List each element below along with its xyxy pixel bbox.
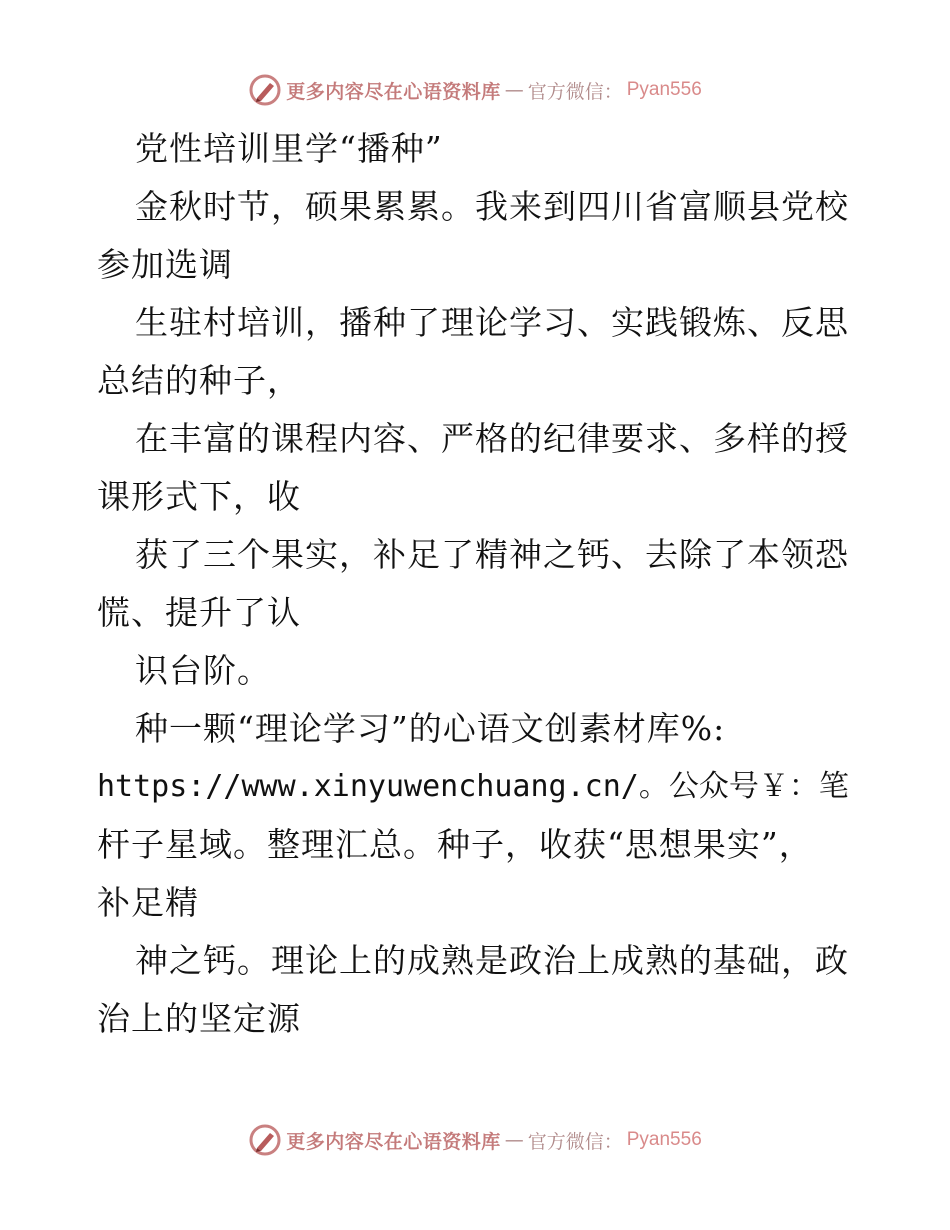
text-line: 补足精	[97, 883, 199, 922]
text-line: 生驻村培训，播种了理论学习、实践锻炼、反思	[135, 303, 849, 342]
text-line: 总结的种子，	[97, 361, 301, 400]
watermark-wechat-id: Pyan556	[626, 1129, 702, 1150]
text-line: 识台阶。	[135, 651, 271, 690]
text-line: 种一颗“理论学习”的心语文创素材库%:	[135, 709, 726, 748]
watermark-wechat-label: 官方微信：	[527, 1130, 623, 1153]
text-line: 课形式下，收	[97, 477, 301, 516]
text-line: 神之钙。理论上的成熟是政治上成熟的基础，政	[135, 941, 849, 980]
pen-logo-icon	[248, 73, 282, 107]
text-line: 党性培训里学“播种”	[135, 129, 443, 168]
watermark-wechat-id: Pyan556	[626, 79, 702, 100]
watermark-separator: —	[504, 1129, 524, 1151]
text-line: 慌、提升了认	[97, 593, 301, 632]
pen-logo-icon	[248, 1123, 282, 1157]
text-line: https://www.xinyuwenchuang.cn/。公众号￥：笔	[97, 769, 849, 804]
document-body	[97, 120, 857, 1048]
text-line: 杆子星域。整理汇总。种子，收获“思想果实”，	[97, 825, 813, 864]
watermark-separator: —	[504, 79, 524, 101]
footer-watermark	[0, 1120, 950, 1160]
text-line: 参加选调	[97, 245, 233, 284]
header-watermark	[0, 70, 950, 110]
text-line: 在丰富的课程内容、严格的纪律要求、多样的授	[135, 419, 849, 458]
text-line: 获了三个果实，补足了精神之钙、去除了本领恐	[135, 535, 849, 574]
watermark-text: 更多内容尽在心语资料库	[286, 80, 501, 103]
watermark-text: 更多内容尽在心语资料库	[286, 1130, 501, 1153]
watermark-wechat-label: 官方微信：	[527, 80, 623, 103]
text-line: 金秋时节，硕果累累。我来到四川省富顺县党校	[135, 187, 849, 226]
text-line: 治上的坚定源	[97, 999, 301, 1038]
